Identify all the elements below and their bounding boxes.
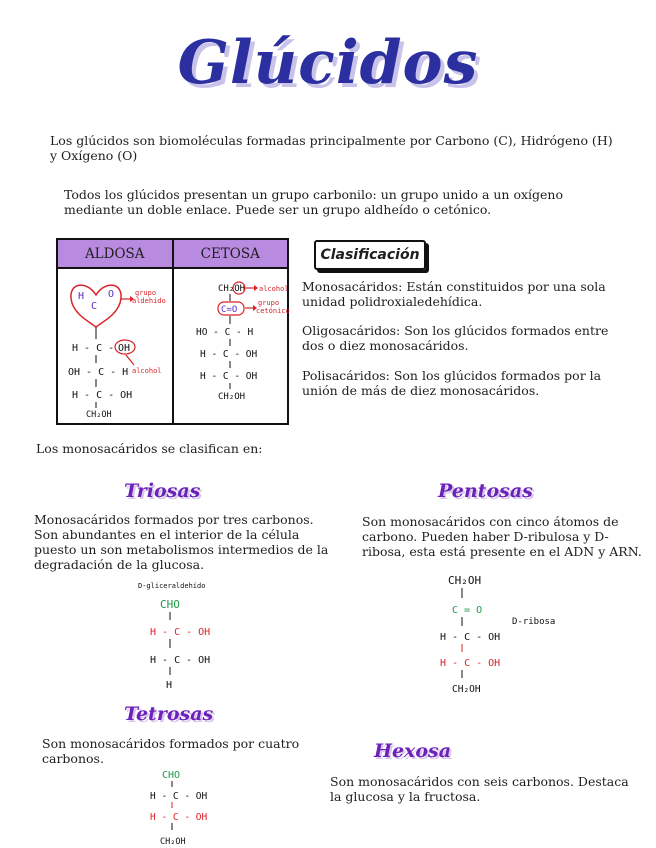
triosas-title: Triosas — [124, 480, 201, 502]
intro-paragraph: Los glúcidos son biomoléculas formadas principalmente por Carbono (C), Hidrógeno (H) y Oxígeno (O) — [50, 133, 613, 163]
hexosa-title: Hexosa — [374, 740, 452, 762]
triosa-structure — [130, 578, 240, 690]
aldosa-structure — [58, 269, 170, 419]
grupo-aldehido-label: grupo aldehído — [132, 289, 166, 305]
triosa-label: D-gliceraldehído — [138, 582, 206, 590]
pentosa-line-4: H - C - OH — [440, 658, 501, 669]
aldosa-row-2: OH - C - H — [68, 367, 129, 378]
grupo-cetonico-label: grupo cetónico — [255, 299, 290, 315]
triosa-line-2: H - C - OH — [150, 627, 211, 638]
triosa-line-1: CHO — [160, 598, 180, 611]
aldosa-row-1: H - C - — [72, 343, 115, 354]
page-title: Glúcidos — [177, 28, 479, 98]
aldosa-top-h: H — [78, 291, 85, 302]
cetosa-alcohol-label: alcohol — [258, 285, 289, 293]
cetosa-row-3: H - C - OH — [199, 371, 257, 382]
triosas-text: Monosacáridos formados por tres carbonos. Son abundantes en el interior de la célula puesto un son metabolismos intermedios de la degradación de la glucosa. — [34, 512, 329, 572]
tetrosa-line-2: H - C - OH — [150, 791, 208, 802]
pentosa-line-1: CH₂OH — [448, 574, 482, 587]
triosa-line-3: H - C - OH — [150, 655, 211, 666]
cetosa-cell — [173, 268, 289, 424]
tetrosa-line-1: CHO — [162, 770, 181, 781]
pentosa-structure — [436, 568, 576, 698]
tetrosas-title: Tetrosas — [124, 703, 214, 725]
pentosas-title: Pentosas — [438, 480, 533, 502]
aldosa-cell — [57, 268, 173, 424]
tetrosas-text: Son monosacáridos formados por cuatro carbonos. — [42, 736, 300, 766]
header-cetosa: CETOSA — [173, 239, 289, 268]
monosacaridos-def: Monosacáridos: Están constituidos por una sola unidad polidroxialedehídica. — [302, 279, 606, 309]
pentosa-line-5: CH₂OH — [452, 684, 481, 695]
tetrosa-line-4: CH₂OH — [160, 837, 186, 847]
alcohol-label: alcohol — [132, 367, 162, 375]
aldosa-top-o: O — [108, 289, 115, 300]
tetrosa-structure — [142, 764, 242, 848]
clasificacion-heading: Clasificación — [314, 240, 426, 270]
carbonyl-paragraph: Todos los glúcidos presentan un grupo carbonilo: un grupo unido a un oxígeno mediante un doble enlace. Puede ser un grupo aldheído o cetónico. — [64, 187, 563, 217]
cetosa-structure — [174, 269, 290, 419]
header-aldosa: ALDOSA — [57, 239, 173, 268]
pentosa-line-2: C = O — [452, 605, 483, 616]
aldosa-oh-circled: OH — [118, 343, 131, 354]
cetosa-top: CH₂OH — [217, 284, 245, 294]
cetosa-bottom: CH₂OH — [217, 392, 245, 402]
cetosa-row-2: H - C - OH — [199, 349, 257, 360]
polisacaridos-def: Polisacáridos: Son los glúcidos formados por la unión de más de diez monosacáridos. — [302, 368, 602, 398]
aldosa-top-c: C — [91, 301, 98, 312]
pentosa-label: D-ribosa — [512, 617, 556, 627]
cetosa-row-1: HO - C - H — [195, 327, 253, 338]
aldosa-row-3: H - C - OH — [72, 390, 133, 401]
hexosa-text: Son monosacáridos con seis carbonos. Destaca la glucosa y la fructosa. — [330, 774, 629, 804]
pentosas-text: Son monosacáridos con cinco átomos de carbono. Pueden haber D-ribulosa y D-ribosa, esta está presente en el ADN y ARN. — [362, 514, 642, 559]
pentosa-line-3: H - C - OH — [440, 632, 501, 643]
oligosacaridos-def: Oligosacáridos: Son los glúcidos formados entre dos o diez monosacáridos. — [302, 323, 609, 353]
tetrosa-line-3: H - C - OH — [150, 812, 208, 823]
aldosa-cetosa-table — [56, 238, 289, 425]
triosa-line-4: H — [166, 680, 173, 691]
cetosa-co: C=O — [220, 305, 237, 315]
monosacaridos-intro: Los monosacáridos se clasifican en: — [36, 441, 263, 456]
aldosa-bottom: CH₂OH — [86, 410, 112, 420]
